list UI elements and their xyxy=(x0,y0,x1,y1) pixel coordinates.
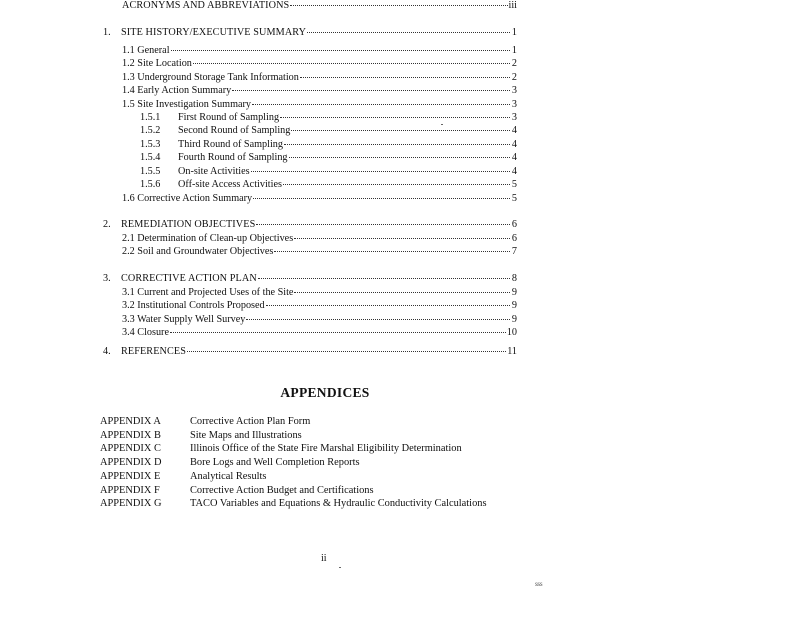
toc-entry-page: 5 xyxy=(511,179,517,190)
toc-entry xyxy=(122,58,517,70)
toc-entry-label: First Round of Sampling xyxy=(178,112,280,123)
appendix-code: APPENDIX A xyxy=(100,416,161,427)
toc-entry-page: 9 xyxy=(511,287,517,298)
toc-entry-page: 6 xyxy=(511,233,517,244)
toc-entry-label: 3.1 Current and Projected Uses of the Site xyxy=(122,287,294,298)
appendix-title: Illinois Office of the State Fire Marshal Eligibility Determination xyxy=(190,443,462,455)
toc-entry-page: iii xyxy=(508,0,517,11)
toc-entry-page: 9 xyxy=(511,300,517,311)
dot-leader xyxy=(256,224,510,225)
toc-entry-page: 9 xyxy=(511,314,517,325)
dot-leader xyxy=(283,184,510,185)
toc-entry-page: 1 xyxy=(511,27,517,38)
toc-entry-page: 4 xyxy=(511,125,517,136)
toc-entry-label: Second Round of Sampling xyxy=(178,125,291,136)
appendix-title: TACO Variables and Equations & Hydraulic Conductivity Calculations xyxy=(190,498,487,510)
dot-leader xyxy=(266,305,510,306)
page-number: ii xyxy=(321,553,327,564)
toc-entry xyxy=(103,27,517,39)
appendix-entry xyxy=(100,429,302,442)
toc-entry xyxy=(122,193,517,205)
dot-leader xyxy=(300,77,510,78)
dot-leader xyxy=(284,144,510,145)
appendix-entry xyxy=(100,415,310,428)
toc-entry-page: 5 xyxy=(511,193,517,204)
toc-entry-number: 1.5.2 xyxy=(140,125,161,136)
dot-leader xyxy=(170,332,506,333)
toc-entry-label: On-site Activities xyxy=(178,166,250,177)
toc-entry-number: 1.5.4 xyxy=(140,152,161,163)
appendices-heading: APPENDICES xyxy=(280,385,370,400)
dot-leader xyxy=(253,198,510,199)
toc-entry xyxy=(122,85,517,97)
toc-entry-page: 1 xyxy=(511,45,517,56)
dot-leader xyxy=(280,117,510,118)
toc-entry-page: 4 xyxy=(511,152,517,163)
toc-entry-label: CORRECTIVE ACTION PLAN xyxy=(121,273,257,284)
toc-entry xyxy=(122,287,517,299)
toc-entry-number: 1.5.3 xyxy=(140,139,161,150)
dot-leader xyxy=(171,50,510,51)
toc-entry xyxy=(122,72,517,84)
appendix-code: APPENDIX D xyxy=(100,457,162,469)
toc-entry xyxy=(122,314,517,326)
appendix-entry xyxy=(100,484,374,497)
toc-entry-number: 2. xyxy=(103,219,111,230)
toc-entry-number: 1.5.5 xyxy=(140,166,161,177)
appendix-title: Site Maps and Illustrations xyxy=(190,429,302,441)
toc-entry-label: 3.4 Closure xyxy=(122,327,169,338)
appendix-code: APPENDIX F xyxy=(100,484,160,496)
toc-entry-page: 2 xyxy=(511,58,517,69)
dot-leader xyxy=(193,63,510,64)
toc-entry-label: 2.1 Determination of Clean-up Objectives xyxy=(122,233,294,244)
toc-entry xyxy=(122,99,517,111)
dot-leader xyxy=(291,130,510,131)
toc-entry xyxy=(103,273,517,285)
toc-entry-page: 2 xyxy=(511,72,517,83)
toc-entry-label: 1.4 Early Action Summary xyxy=(122,85,232,96)
toc-entry xyxy=(103,219,517,231)
dot-leader xyxy=(246,319,510,320)
toc-entry-label: 2.2 Soil and Groundwater Objectives xyxy=(122,246,274,257)
toc-entry xyxy=(140,152,517,164)
toc-entry-number: 1.5.6 xyxy=(140,179,161,190)
toc-entry-page: 4 xyxy=(511,166,517,177)
toc-entry-label: REFERENCES xyxy=(121,346,186,357)
toc-entry xyxy=(122,246,517,258)
toc-entry-page: 3 xyxy=(511,85,517,96)
toc-entry-page: 11 xyxy=(507,346,517,357)
toc-entry-number: 3. xyxy=(103,273,111,284)
appendix-code: APPENDIX C xyxy=(100,443,161,455)
appendix-entry xyxy=(100,497,487,510)
toc-entry xyxy=(140,125,517,137)
toc-entry-label: Third Round of Sampling xyxy=(178,139,283,150)
dot-leader xyxy=(294,238,510,239)
appendix-title: Bore Logs and Well Completion Reports xyxy=(190,457,360,469)
toc-entry-label: SITE HISTORY/EXECUTIVE SUMMARY xyxy=(121,27,307,38)
toc-entry xyxy=(122,327,517,339)
toc-entry-page: 4 xyxy=(511,139,517,150)
toc-entry-page: 6 xyxy=(511,219,517,230)
toc-entry-number: 1.5.1 xyxy=(140,112,161,123)
appendix-entry xyxy=(100,456,360,469)
appendix-code: APPENDIX B xyxy=(100,429,161,441)
toc-entry-page: 3 xyxy=(511,112,517,123)
toc-entry-number: 4. xyxy=(103,346,111,357)
dot-leader xyxy=(294,292,510,293)
toc-entry xyxy=(140,179,517,191)
toc-entry-label: 1.1 General xyxy=(122,45,170,56)
dot-leader xyxy=(251,171,510,172)
toc-entry-number: 1. xyxy=(103,27,111,38)
appendix-code: APPENDIX E xyxy=(100,470,161,482)
toc-entry-page: 3 xyxy=(511,99,517,110)
dot-leader xyxy=(258,278,510,279)
dot-leader xyxy=(307,32,510,33)
toc-entry-page: 10 xyxy=(506,327,517,338)
toc-entry xyxy=(122,0,517,12)
appendix-entry xyxy=(100,442,462,455)
appendix-code: APPENDIX G xyxy=(100,498,162,510)
toc-entry xyxy=(140,139,517,151)
appendix-title: Analytical Results xyxy=(190,470,267,482)
appendix-title: Corrective Action Budget and Certifications xyxy=(190,484,374,496)
dot-leader xyxy=(252,104,510,105)
toc-entry xyxy=(140,166,517,178)
toc-entry xyxy=(140,112,517,124)
toc-entry-label: Fourth Round of Sampling xyxy=(178,152,288,163)
dot-leader xyxy=(289,157,510,158)
toc-entry xyxy=(122,233,517,245)
scan-speck xyxy=(339,567,341,568)
toc-entry-label: 3.3 Water Supply Well Survey xyxy=(122,314,246,325)
toc-entry-label: ACRONYMS AND ABBREVIATIONS xyxy=(122,0,290,11)
appendix-entry xyxy=(100,470,266,483)
dot-leader xyxy=(274,251,510,252)
dot-leader xyxy=(290,5,507,6)
toc-entry xyxy=(122,300,517,312)
toc-entry-label: REMEDIATION OBJECTIVES xyxy=(121,219,256,230)
toc-entry-page: 8 xyxy=(511,273,517,284)
toc-entry-label: 3.2 Institutional Controls Proposed xyxy=(122,300,265,311)
corner-mark: sss xyxy=(535,580,543,588)
dot-leader xyxy=(232,90,510,91)
toc-entry-label: 1.5 Site Investigation Summary xyxy=(122,99,252,110)
toc-entry-label: 1.6 Corrective Action Summary xyxy=(122,193,253,204)
toc-entry-label: Off-site Access Activities xyxy=(178,179,282,190)
toc-entry xyxy=(122,45,517,57)
toc-entry-label: 1.3 Underground Storage Tank Information xyxy=(122,72,299,83)
toc-entry-label: 1.2 Site Location xyxy=(122,58,192,69)
toc-entry xyxy=(103,346,517,358)
toc-entry-page: 7 xyxy=(511,246,517,257)
appendix-title: Corrective Action Plan Form xyxy=(190,416,311,427)
dot-leader xyxy=(187,351,506,352)
scan-speck xyxy=(441,124,443,125)
